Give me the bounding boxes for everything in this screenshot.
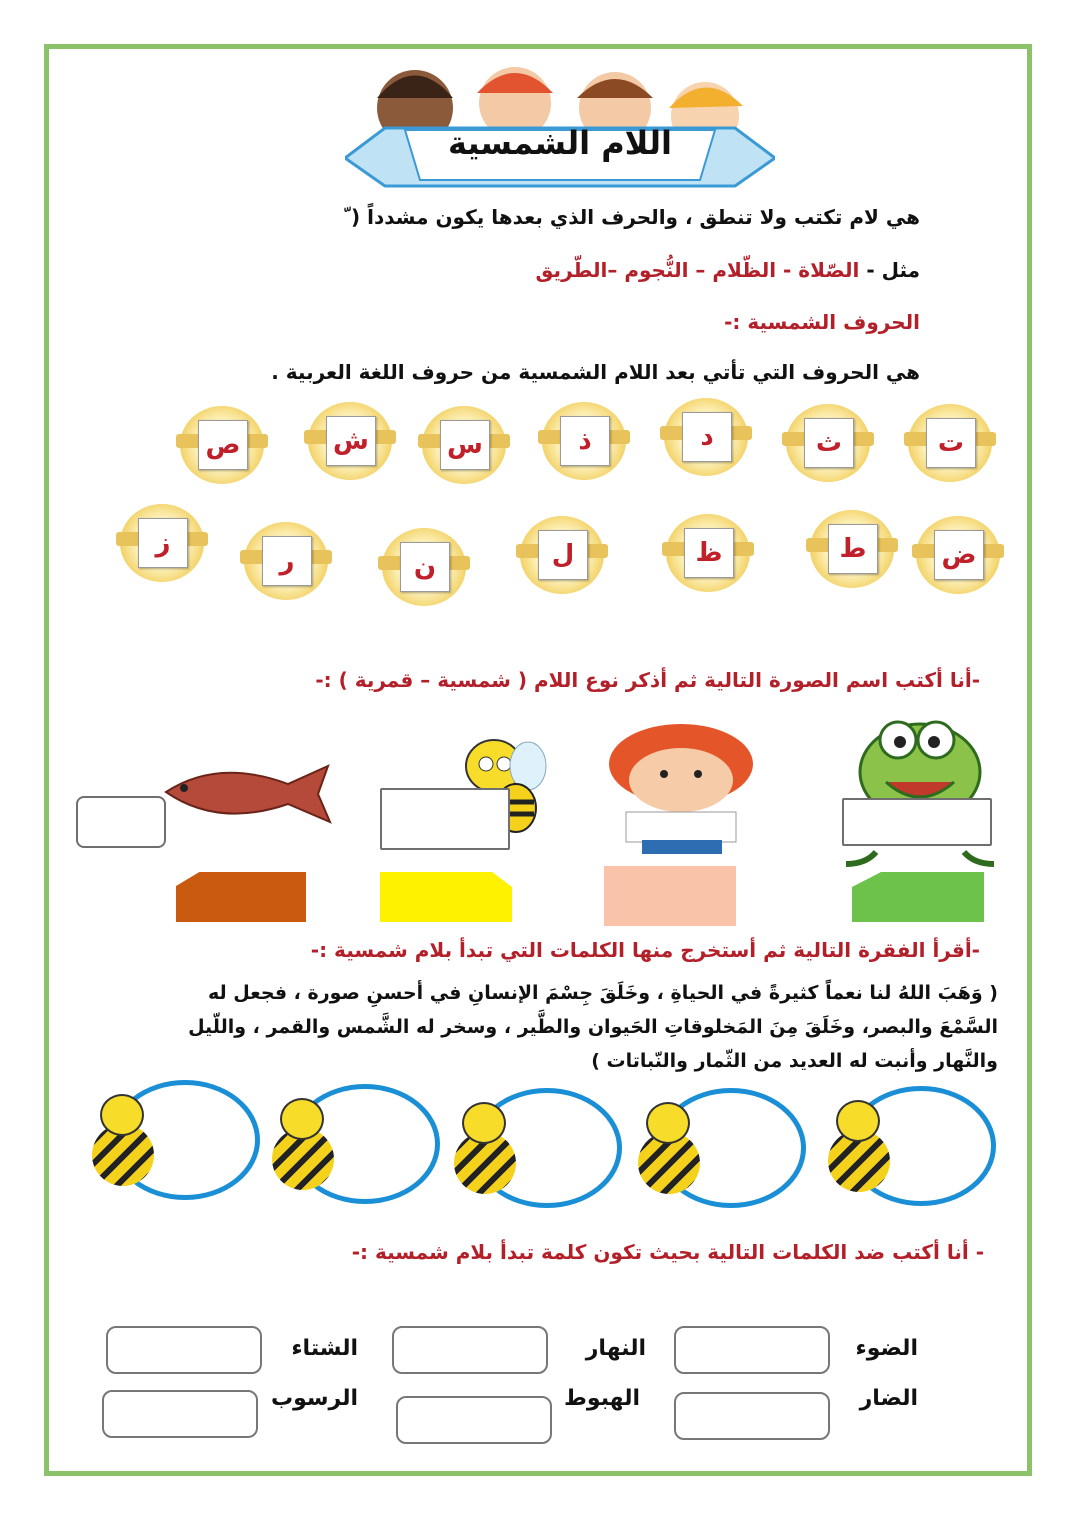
exercise1-heading: -أنا أكتب اسم الصورة التالية ثم أذكر نوع اللام ( شمسية – قمرية ) :- [315,668,980,692]
letter-badge [378,526,470,608]
opposite-answer-box[interactable] [674,1392,830,1440]
letter: ن [400,542,450,592]
boy-icon [586,722,776,862]
frog-answer-box[interactable] [842,798,992,846]
letter: ل [538,530,588,580]
kids-heads-icon [345,58,775,188]
letter-badge [176,404,268,486]
letter: ض [934,530,984,580]
letter-badge [662,512,754,594]
color-swatch-yellow [380,872,512,922]
opposite-answer-box[interactable] [102,1390,258,1438]
color-swatch-brown [176,872,306,922]
opposite-word: الشتاء [291,1336,358,1361]
opposite-answer-box[interactable] [674,1326,830,1374]
letter: ذ [560,416,610,466]
opposite-word: الهبوط [564,1386,640,1411]
bee-answer-circle[interactable] [826,1086,996,1202]
letter: د [682,412,732,462]
exercise2-heading: -أقرأ الفقرة التالية ثم أستخرج منها الكلمات التي تبدأ بلام شمسية :- [310,938,980,962]
letter: ت [926,418,976,468]
color-swatch-green [852,872,984,922]
exercise3-heading: - أنا أكتب ضد الكلمات التالية بحيث تكون كلمة تبدأ بلام شمسية :- [351,1240,984,1264]
bee-answer-box[interactable] [380,788,510,850]
examples-lead: مثل - [859,258,920,282]
opposite-answer-box[interactable] [106,1326,262,1374]
sun-letters-heading: الحروف الشمسية :- [724,310,920,334]
definition-text: هي لام تكتب ولا تنطق ، والحرف الذي بعدها يكون مشدداً ( ّ [344,205,920,229]
letter: ث [804,418,854,468]
fish-icon [158,754,336,832]
opposite-answer-box[interactable] [396,1396,552,1444]
title-banner [345,58,775,188]
letter: ر [262,536,312,586]
examples-words: الصّلاة - الظّلام – النُّجوم –الطّريق [535,258,860,282]
letter-badge [116,502,208,584]
bee-answer-circle[interactable] [636,1088,806,1204]
letter: ص [198,420,248,470]
letter-badge [904,402,996,484]
sun-letters-description: هي الحروف التي تأتي بعد اللام الشمسية من حروف اللغة العربية . [271,360,920,384]
page-title: اللام الشمسية [448,124,672,162]
examples-line [536,258,920,282]
color-swatch-peach [604,866,736,926]
letter: س [440,420,490,470]
opposite-answer-box[interactable] [392,1326,548,1374]
opposite-word: النهار [585,1336,646,1361]
letter-badge [782,402,874,484]
letter-badge [240,520,332,602]
letter-badge [660,396,752,478]
letter-badge [516,514,608,596]
letter: ش [326,416,376,466]
letter: ظ [684,528,734,578]
letter-badge [304,400,396,482]
opposite-word: الضوء [855,1336,918,1361]
letter-badge [912,514,1004,596]
frog-icon [836,712,1004,870]
fish-answer-box[interactable] [76,796,166,848]
bee-answer-circle[interactable] [452,1088,622,1204]
opposite-word: الضار [859,1386,918,1411]
opposite-word: الرسوب [270,1386,358,1411]
bee-answer-circle[interactable] [270,1084,440,1200]
letter: ط [828,524,878,574]
letter-badge [806,508,898,590]
letter-badge [538,400,630,482]
paragraph-text: ( وَهَبَ اللهُ لنا نعماً كثيرةً في الحياةِ ، وخَلَقَ جِسْمَ الإنسانِ في أحسنِ صورة ، فجعل له السَّمْعَ والبصر، وخَلَقَ مِنَ المَخلوقاتِ الحَيوان والطَّير ، وسخر له الشَّمس والقمر ، واللّيل والنَّهار وأنبت له العديد من الثّمار والنّباتات ) [188,982,998,1072]
letter-badge [418,404,510,486]
letter: ز [138,518,188,568]
bee-answer-circle[interactable] [90,1080,260,1196]
